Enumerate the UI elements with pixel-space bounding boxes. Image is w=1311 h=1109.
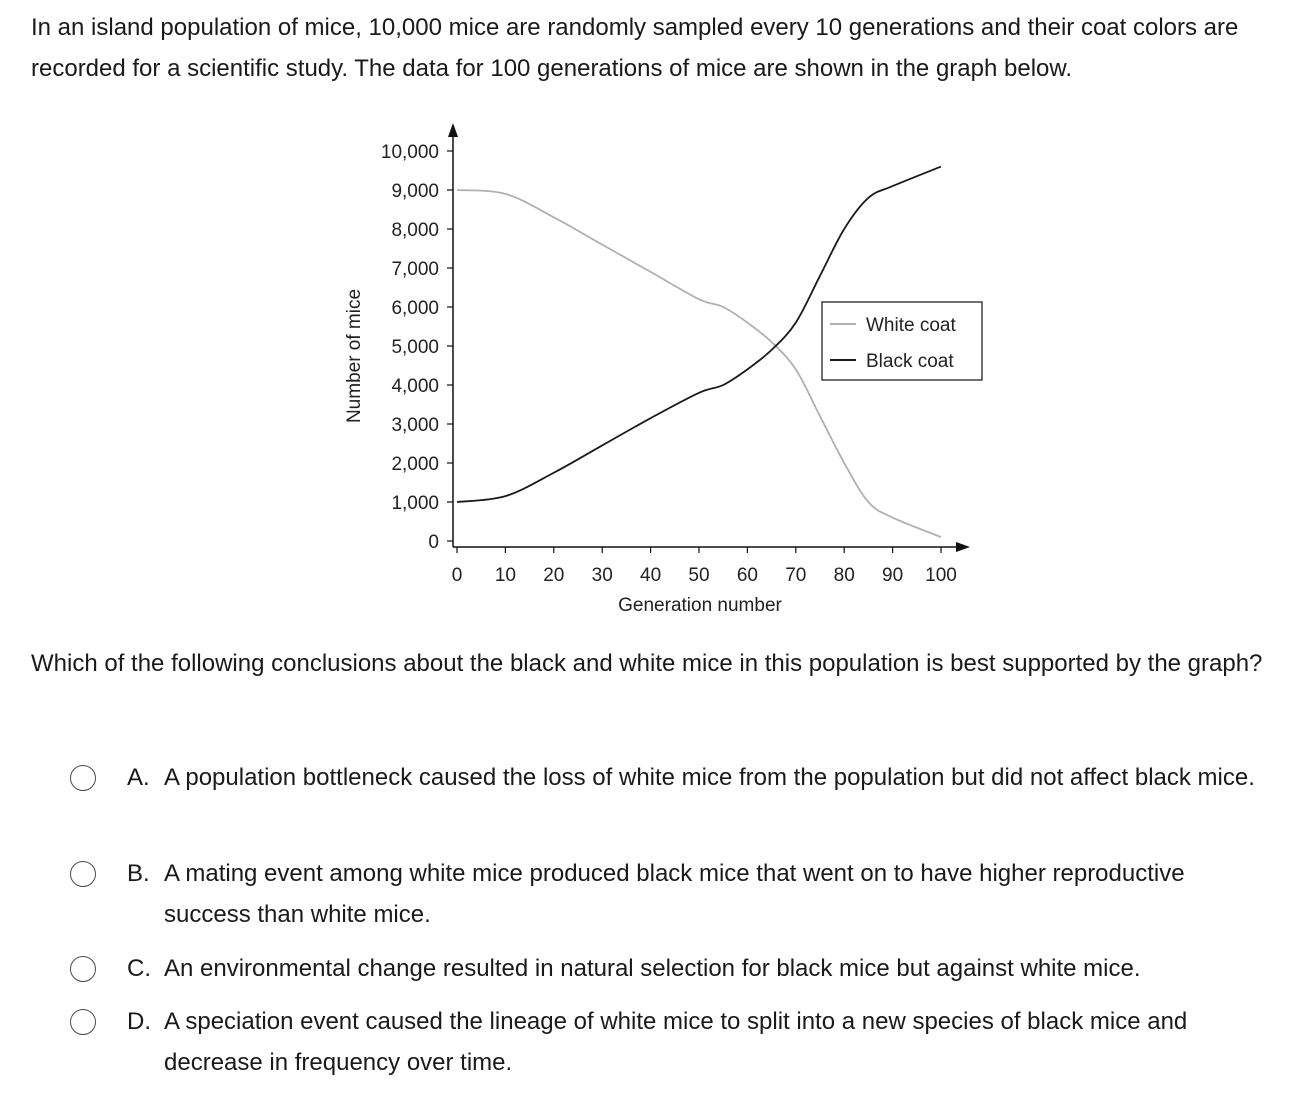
y-tick-label: 7,000 [391,259,439,280]
option-b-text: A mating event among white mice produced black mice that went on to have higher reproductive success than white mice. [164,860,1185,928]
x-tick-label: 20 [543,565,565,586]
radio-button-d[interactable] [70,1009,96,1035]
option-d-letter: D. [127,1008,151,1035]
radio-button-c[interactable] [70,956,96,982]
y-tick-label: 6,000 [391,298,439,319]
y-tick-label: 2,000 [391,454,439,475]
radio-button-b[interactable] [70,861,96,887]
y-tick-label: 9,000 [391,181,439,202]
x-tick-label: 80 [833,565,855,586]
y-tick-label: 4,000 [391,376,439,397]
radio-button-a[interactable] [70,765,96,791]
x-axis-label: Generation number [618,595,782,616]
option-b-letter: B. [127,860,150,887]
y-tick-label: 0 [428,532,439,553]
option-d-text: A speciation event caused the lineage of white mice to split into a new species of black mice and decrease in frequency over time. [164,1008,1188,1076]
question-prompt: Which of the following conclusions about the black and white mice in this population is best supported by the graph? [31,650,1263,677]
option-c-letter: C. [127,955,151,982]
x-tick-label: 70 [785,565,807,586]
question-stem: In an island population of mice, 10,000 mice are randomly sampled every 10 generations and their coat colors are recorded for a scientific study. The data for 100 generations of mice are shown in the graph below. [31,14,1239,82]
y-tick-label: 10,000 [380,142,439,163]
y-tick-label: 8,000 [391,220,439,241]
option-c-text: An environmental change resulted in natural selection for black mice but against white mice. [164,955,1141,982]
option-a-text: A population bottleneck caused the loss of white mice from the population but did not affect black mice. [164,764,1255,791]
y-axis-label: Number of mice [344,288,365,424]
legend-label-black-coat: Black coat [866,351,954,372]
x-tick-label: 0 [451,565,463,586]
x-tick-label: 30 [591,565,613,586]
x-tick-label: 10 [494,565,516,586]
legend-label-white-coat: White coat [866,315,956,336]
y-axis-arrow [448,123,458,137]
option-a-letter: A. [127,764,150,791]
x-tick-label: 90 [882,565,904,586]
x-tick-label: 100 [925,565,957,586]
line-chart [330,115,990,625]
x-axis-arrow [956,542,970,552]
y-tick-label: 1,000 [391,493,439,514]
y-tick-label: 5,000 [391,337,439,358]
x-tick-label: 40 [640,565,662,586]
y-tick-label: 3,000 [391,415,439,436]
x-tick-label: 60 [736,565,758,586]
x-tick-label: 50 [688,565,710,586]
